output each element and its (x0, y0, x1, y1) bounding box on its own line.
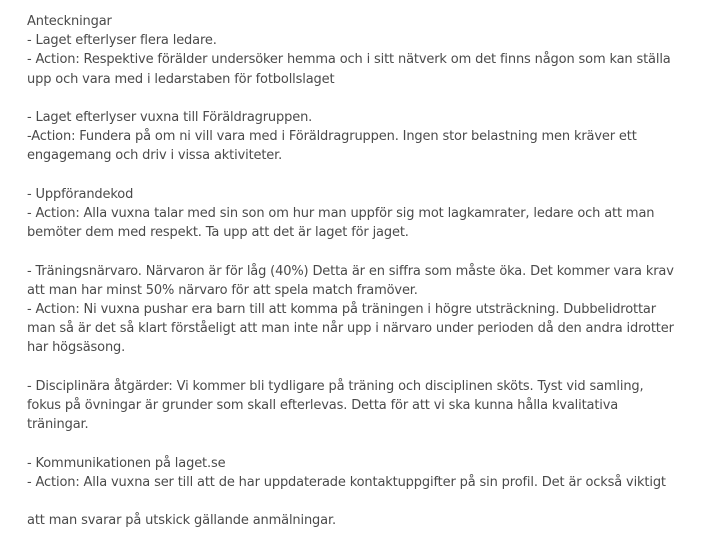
note-communication-continued (27, 511, 688, 530)
note-line: bemöter dem med respekt. Ta upp att det är laget för jaget. (27, 225, 409, 241)
note-line: träningar. (27, 417, 89, 433)
note-action-line: - Action: Respektive förälder undersöker hemma och i sitt nätverk om det finns någon som kan ställa (27, 52, 671, 68)
note-line: - Uppförandekod (27, 186, 134, 202)
note-line: att man svarar på utskick gällande anmälningar. (27, 513, 336, 529)
note-line: - Kommunikationen på laget.se (27, 455, 226, 471)
note-line: engagemang och driv i vissa aktiviteter. (27, 148, 283, 164)
note-training-attendance (27, 262, 688, 358)
note-communication (27, 454, 688, 492)
note-line: man så är det så klart förståeligt att man inte når upp i närvaro under perioden då den andra idrotter (27, 321, 674, 337)
note-line: fokus på övningar är grunder som skall efterlevas. Detta för att vi ska kunna hålla kvalitativa (27, 398, 619, 413)
note-line: upp och vara med i ledarstaben för fotbollslaget (27, 71, 335, 87)
note-line: har högsäsong. (27, 340, 126, 356)
note-line: att man har minst 50% närvaro för att spela match framöver. (27, 282, 418, 298)
note-code-of-conduct (27, 185, 688, 243)
note-line: - Disciplinära åtgärder: Vi kommer bli tydligare på träning och disciplinen sköts. Tyst vid samling, (27, 378, 644, 394)
note-line: - Laget efterlyser vuxna till Föräldragruppen. (27, 110, 313, 125)
note-line: - Träningsnärvaro. Närvaron är för låg (40%) Detta är en siffra som måste öka. Det kommer vara krav (27, 263, 674, 279)
note-action-line: - Action: Alla vuxna ser till att de har uppdaterade kontaktuppgifter på sin profil. Det är också viktigt (27, 474, 666, 490)
note-line: - Laget efterlyser flera ledare. (27, 33, 217, 49)
note-action-line: - Action: Ni vuxna pushar era barn till att komma på träningen i högre utsträckning. Dubbelidrottar (27, 302, 656, 317)
note-leaders (27, 31, 688, 89)
notes-title: Anteckningar (27, 14, 112, 29)
note-discipline (27, 377, 688, 435)
note-parent-group (27, 108, 688, 166)
note-action-line: -Action: Fundera på om ni vill vara med i Föräldragruppen. Ingen stor belastning men kräver ett (27, 129, 637, 145)
note-action-line: - Action: Alla vuxna talar med sin son om hur man uppför sig mot lagkamrater, ledare och att man (27, 206, 655, 221)
